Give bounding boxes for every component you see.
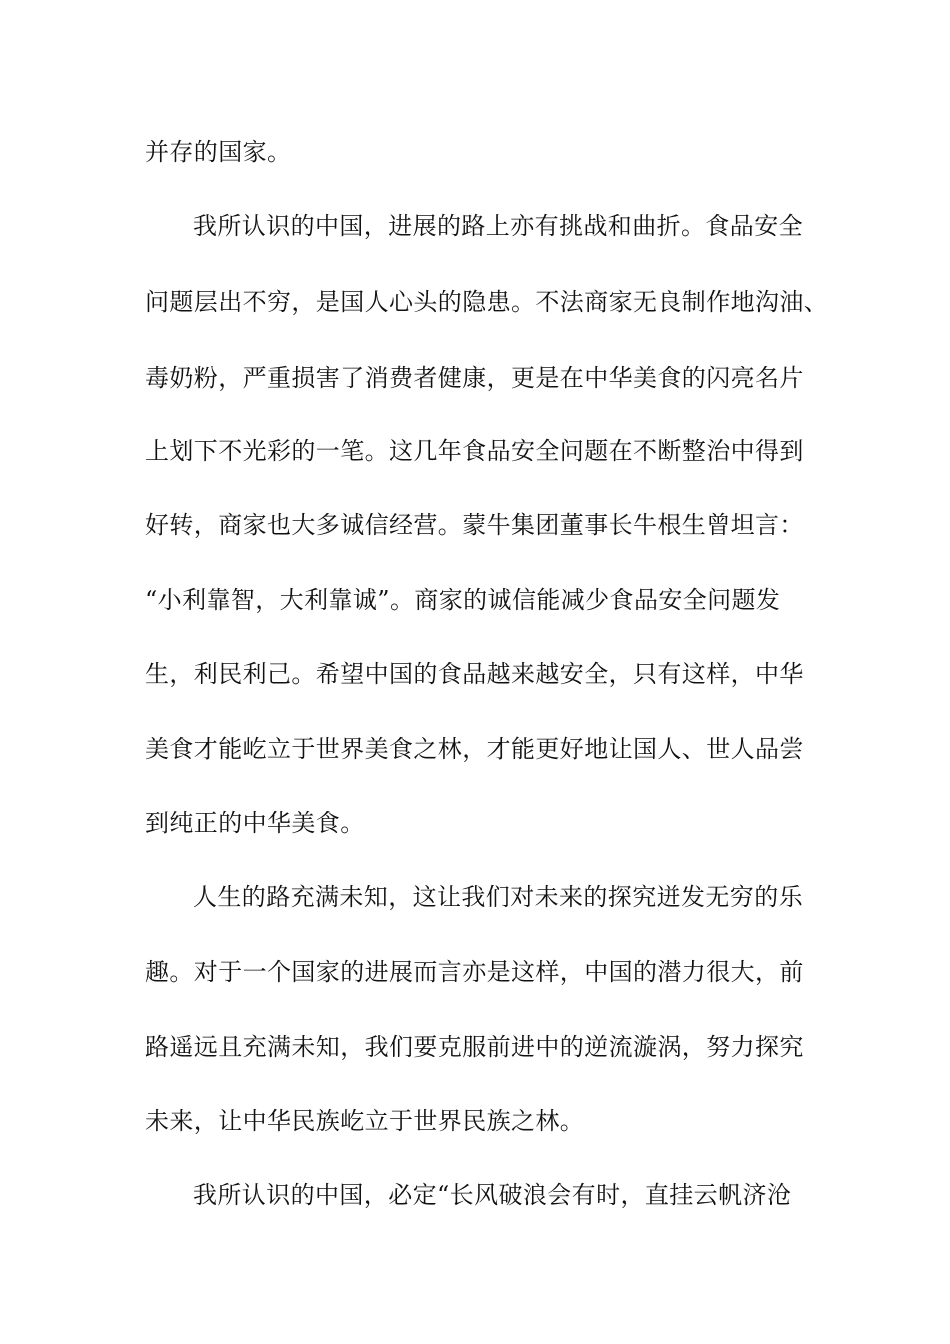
text-line: 好转，商家也大多诚信经营。蒙牛集团董事长牛根生曾坦言： — [145, 511, 804, 539]
text-line: 问题层出不穷，是国人心头的隐患。不法商家无良制作地沟油、 — [145, 288, 829, 316]
text-line: 未来，让中华民族屹立于世界民族之林。 — [145, 1107, 585, 1135]
text-line: 路遥远且充满未知，我们要克服前进中的逆流漩涡，努力探究 — [145, 1033, 804, 1061]
text-line: 上划下不光彩的一笔。这几年食品安全问题在不断整治中得到 — [145, 437, 804, 465]
text-line: 生，利民利己。希望中国的食品越来越安全，只有这样，中华 — [145, 660, 804, 688]
text-line: 美食才能屹立于世界美食之林，才能更好地让国人、世人品尝 — [145, 735, 804, 763]
text-line: “小利靠智，大利靠诚”。商家的诚信能减少食品安全问题发 — [145, 586, 781, 614]
paragraph-first-line: 我所认识的中国，必定“长风破浪会有时，直挂云帆济沧 — [193, 1181, 792, 1209]
text-line: 到纯正的中华美食。 — [145, 809, 365, 837]
text-line: 并存的国家。 — [145, 138, 292, 166]
text-line: 趣。对于一个国家的进展而言亦是这样，中国的潜力很大，前 — [145, 958, 804, 986]
paragraph-first-line: 我所认识的中国，进展的路上亦有挑战和曲折。食品安全 — [193, 212, 803, 240]
text-line: 毒奶粉，严重损害了消费者健康，更是在中华美食的闪亮名片 — [145, 364, 804, 392]
paragraph-first-line: 人生的路充满未知，这让我们对未来的探究迸发无穷的乐 — [193, 883, 803, 911]
